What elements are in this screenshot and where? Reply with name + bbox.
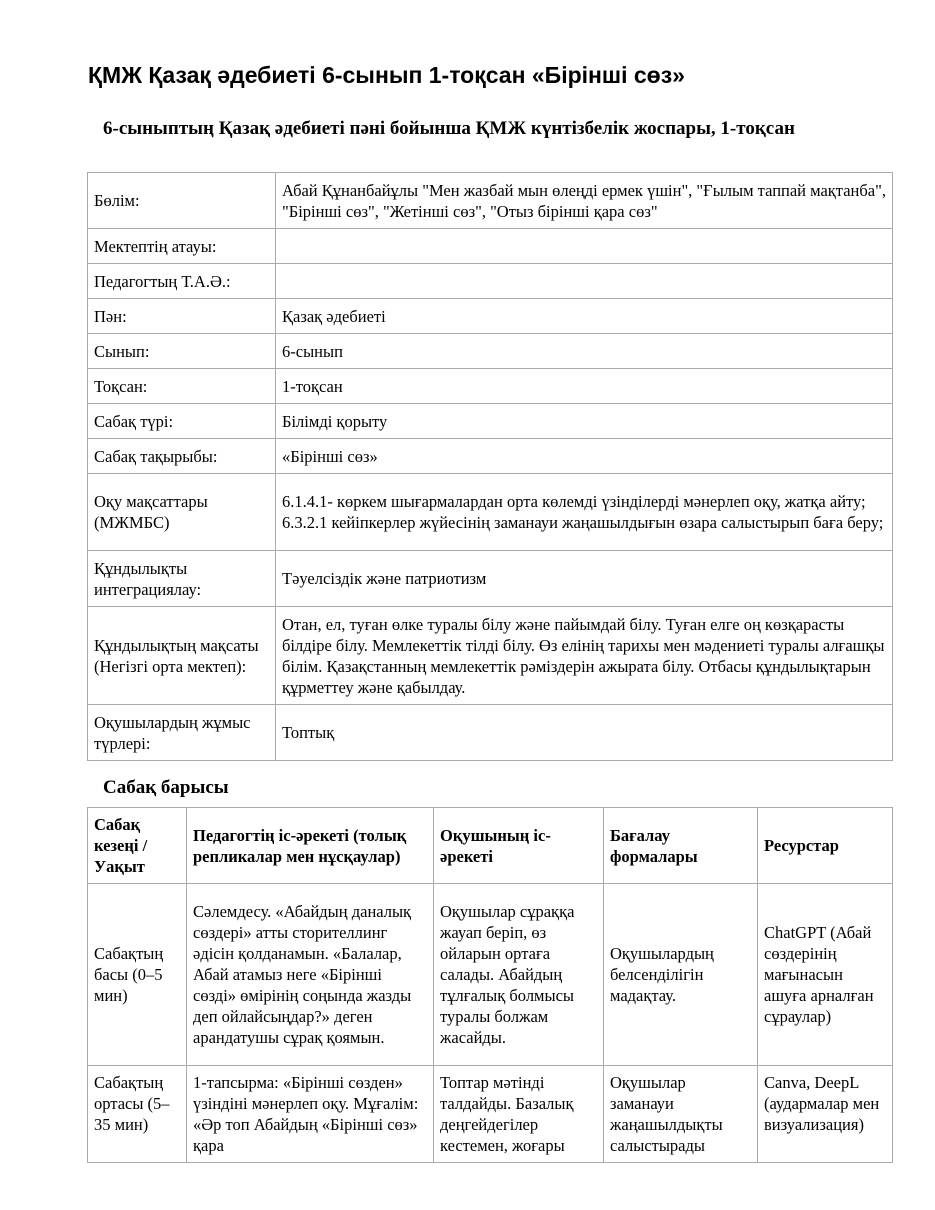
lesson-cell: Сабақтың ортасы (5–35 мин) (88, 1066, 187, 1163)
lesson-table (87, 807, 893, 1163)
info-label: Сабақ тақырыбы: (88, 439, 276, 474)
lesson-cell: ChatGPT (Абай сөздерінің мағынасын ашуға арналған сұраулар) (758, 884, 893, 1066)
info-label: Оқу мақсаттары (МЖМБС) (88, 474, 276, 551)
info-value (276, 229, 893, 264)
info-row-section (88, 173, 893, 229)
info-label: Мектептің атауы: (88, 229, 276, 264)
info-value: Топтық (276, 705, 893, 761)
header-teacher-activity: Педагогтің іс-әрекеті (толық репликалар мен нұсқаулар) (187, 808, 434, 884)
info-row-lesson-type (88, 404, 893, 439)
info-row-subject (88, 299, 893, 334)
info-row-objectives (88, 474, 893, 551)
header-student-activity: Оқушының іс-әрекеті (434, 808, 604, 884)
info-value: Отан, ел, туған өлке туралы білу және пайымдай білу. Туған елге оң көзқарасты білдіре білу. Мемлекеттік тілді білу. Өз елінің тарихы мен мәдениеті туралы алғашқы білім. Қазақстанның мемлекеттік рәміздерін ажырата білу. Отбасы құндылықтарын құрметтеу және қабылдау. (276, 607, 893, 705)
lesson-cell: 1-тапсырма: «Бірінші сөзден» үзіндіні мәнерлеп оқу. Мұғалім: «Әр топ Абайдың «Бірінші сөз» қара (187, 1066, 434, 1163)
info-value: Тәуелсіздік және патриотизм (276, 551, 893, 607)
lesson-row (88, 884, 893, 1066)
info-row-work-forms (88, 705, 893, 761)
info-row-lesson-topic (88, 439, 893, 474)
info-label: Пән: (88, 299, 276, 334)
info-label: Құндылықты интеграциялау: (88, 551, 276, 607)
info-row-teacher (88, 264, 893, 299)
header-assessment: Бағалау формалары (604, 808, 758, 884)
info-row-grade (88, 334, 893, 369)
info-value: «Бірінші сөз» (276, 439, 893, 474)
info-value (276, 264, 893, 299)
info-value: Білімді қорыту (276, 404, 893, 439)
header-stage: Сабақ кезеңі / Уақыт (88, 808, 187, 884)
lesson-cell: Оқушылар заманауи жаңашылдықты салыстырады (604, 1066, 758, 1163)
lesson-cell: Сабақтың басы (0–5 мин) (88, 884, 187, 1066)
section-title: Сабақ барысы (103, 777, 229, 798)
info-row-values-goal (88, 607, 893, 705)
info-label: Сабақ түрі: (88, 404, 276, 439)
info-label: Сынып: (88, 334, 276, 369)
lesson-cell: Canva, DeepL (аудармалар мен визуализация) (758, 1066, 893, 1163)
info-row-school (88, 229, 893, 264)
lesson-header-row (88, 808, 893, 884)
info-label: Құндылықтың мақсаты (Негізгі орта мектеп): (88, 607, 276, 705)
lesson-cell: Оқушылардың белсенділігін мадақтау. (604, 884, 758, 1066)
lesson-cell: Топтар мәтінді талдайды. Базалық деңгейдегілер кестемен, жоғары (434, 1066, 604, 1163)
info-label: Оқушылардың жұмыс түрлері: (88, 705, 276, 761)
info-label: Педагогтың Т.А.Ә.: (88, 264, 276, 299)
header-resources: Ресурстар (758, 808, 893, 884)
info-table (87, 172, 893, 761)
info-value: Қазақ әдебиеті (276, 299, 893, 334)
info-label: Бөлім: (88, 173, 276, 229)
info-label: Тоқсан: (88, 369, 276, 404)
lesson-row (88, 1066, 893, 1163)
page-title: ҚМЖ Қазақ әдебиеті 6-сынып 1-тоқсан «Бірінші сөз» (88, 62, 685, 88)
info-value: 1-тоқсан (276, 369, 893, 404)
info-value: 6-сынып (276, 334, 893, 369)
plan-subtitle: 6-сыныптың Қазақ әдебиеті пәні бойынша ҚМЖ күнтізбелік жоспары, 1-тоқсан (103, 118, 795, 139)
info-value: 6.1.4.1- көркем шығармалардан орта көлемді үзінділерді мәнерлеп оқу, жатқа айту; 6.3.2.1 кейіпкерлер жүйесінің заманауи жаңашылдығын өзара салыстырып баға беру; (276, 474, 893, 551)
info-row-quarter (88, 369, 893, 404)
lesson-cell: Сәлемдесу. «Абайдың даналық сөздері» атты сторителлинг әдісін қолданамын. «Балалар, Абай атамыз неге «Бірінші сөзді» өмірінің соңында жазды деп ойлайсыңдар?» деген арандатушы сұрақ қоямын. (187, 884, 434, 1066)
info-row-values-integration (88, 551, 893, 607)
lesson-cell: Оқушылар сұраққа жауап беріп, өз ойларын ортаға салады. Абайдың тұлғалық болмысы туралы болжам жасайды. (434, 884, 604, 1066)
info-value: Абай Құнанбайұлы "Мен жазбай мын өлеңді ермек үшін", "Ғылым таппай мақтанба", "Бірінші сөз", "Жетінші сөз", "Отыз бірінші қара сөз" (276, 173, 893, 229)
